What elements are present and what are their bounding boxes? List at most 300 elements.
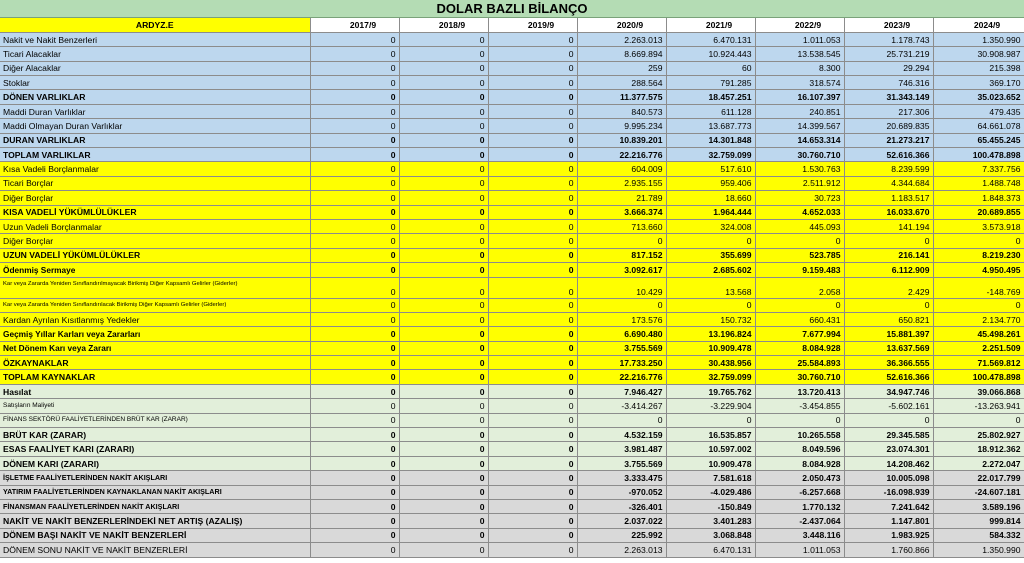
value-cell: 0: [488, 413, 577, 427]
value-cell: 14.208.462: [844, 456, 933, 470]
value-cell: 959.406: [666, 176, 755, 190]
value-cell: 10.909.478: [666, 456, 755, 470]
value-cell: 20.689.855: [933, 205, 1024, 219]
row-label: FİNANSMAN FAALİYETLERİNDEN NAKİT AKIŞLARI: [0, 500, 310, 514]
table-row: [0, 456, 1024, 470]
table-body: [0, 32, 1024, 557]
value-cell: 6.112.909: [844, 263, 933, 277]
value-cell: 0: [488, 263, 577, 277]
value-cell: 20.689.835: [844, 119, 933, 133]
value-cell: 0: [666, 413, 755, 427]
row-label: Satışların Maliyeti: [0, 399, 310, 413]
value-cell: 0: [488, 399, 577, 413]
value-cell: 445.093: [755, 219, 844, 233]
value-cell: 10.429: [577, 277, 666, 298]
value-cell: 0: [310, 191, 399, 205]
value-cell: 0: [399, 543, 488, 557]
value-cell: 0: [399, 384, 488, 398]
value-cell: 13.637.569: [844, 341, 933, 355]
value-cell: 6.470.131: [666, 32, 755, 46]
row-label: DÖNEM KARI (ZARARI): [0, 456, 310, 470]
value-cell: 0: [755, 234, 844, 248]
value-cell: 0: [399, 90, 488, 104]
row-label: Kısa Vadeli Borçlanmalar: [0, 162, 310, 176]
row-label: Nakit ve Nakit Benzerleri: [0, 32, 310, 46]
value-cell: 7.581.618: [666, 471, 755, 485]
value-cell: 0: [310, 263, 399, 277]
value-cell: 21.789: [577, 191, 666, 205]
value-cell: 141.194: [844, 219, 933, 233]
value-cell: 29.345.585: [844, 428, 933, 442]
value-cell: 2.263.013: [577, 32, 666, 46]
table-row: [0, 327, 1024, 341]
value-cell: 0: [310, 456, 399, 470]
value-cell: 14.653.314: [755, 133, 844, 147]
value-cell: 150.732: [666, 312, 755, 326]
value-cell: 3.755.569: [577, 341, 666, 355]
value-cell: 8.239.599: [844, 162, 933, 176]
value-cell: 19.765.762: [666, 384, 755, 398]
value-cell: 1.350.990: [933, 543, 1024, 557]
value-cell: 15.881.397: [844, 327, 933, 341]
value-cell: 0: [488, 32, 577, 46]
value-cell: 0: [310, 248, 399, 262]
value-cell: 16.535.857: [666, 428, 755, 442]
value-cell: 173.576: [577, 312, 666, 326]
value-cell: 7.337.756: [933, 162, 1024, 176]
value-cell: 604.009: [577, 162, 666, 176]
year-header: 2020/9: [577, 18, 666, 32]
row-label: DÖNEN VARLIKLAR: [0, 90, 310, 104]
row-label: Geçmiş Yıllar Karları veya Zararları: [0, 327, 310, 341]
value-cell: 0: [399, 219, 488, 233]
value-cell: 0: [844, 234, 933, 248]
value-cell: 8.669.894: [577, 47, 666, 61]
value-cell: 318.574: [755, 76, 844, 90]
value-cell: -5.602.161: [844, 399, 933, 413]
value-cell: 611.128: [666, 104, 755, 118]
table-row: [0, 76, 1024, 90]
table-row: [0, 298, 1024, 312]
row-label: TOPLAM KAYNAKLAR: [0, 370, 310, 384]
value-cell: 0: [310, 205, 399, 219]
value-cell: 52.616.366: [844, 148, 933, 162]
value-cell: 0: [310, 298, 399, 312]
value-cell: 0: [488, 514, 577, 528]
value-cell: 0: [488, 162, 577, 176]
value-cell: 0: [488, 234, 577, 248]
value-cell: 0: [488, 176, 577, 190]
value-cell: 0: [488, 543, 577, 557]
value-cell: 0: [310, 133, 399, 147]
row-label: Stoklar: [0, 76, 310, 90]
table-row: [0, 341, 1024, 355]
value-cell: 225.992: [577, 528, 666, 542]
value-cell: 18.912.362: [933, 442, 1024, 456]
value-cell: 0: [488, 298, 577, 312]
value-cell: 840.573: [577, 104, 666, 118]
value-cell: 1.770.132: [755, 500, 844, 514]
value-cell: 0: [310, 32, 399, 46]
value-cell: 217.306: [844, 104, 933, 118]
year-header: 2022/9: [755, 18, 844, 32]
value-cell: 0: [399, 277, 488, 298]
row-label: Ticari Borçlar: [0, 176, 310, 190]
value-cell: 0: [666, 234, 755, 248]
value-cell: 0: [488, 133, 577, 147]
value-cell: 0: [488, 500, 577, 514]
value-cell: 999.814: [933, 514, 1024, 528]
row-label: Maddi Duran Varlıklar: [0, 104, 310, 118]
row-label: UZUN VADELİ YÜKÜMLÜLÜKLER: [0, 248, 310, 262]
value-cell: 30.760.710: [755, 148, 844, 162]
value-cell: 0: [310, 90, 399, 104]
value-cell: 0: [488, 219, 577, 233]
value-cell: 0: [399, 399, 488, 413]
value-cell: 3.666.374: [577, 205, 666, 219]
value-cell: 18.660: [666, 191, 755, 205]
value-cell: 0: [399, 32, 488, 46]
value-cell: 0: [488, 356, 577, 370]
value-cell: 7.677.994: [755, 327, 844, 341]
value-cell: 0: [310, 327, 399, 341]
value-cell: 10.597.002: [666, 442, 755, 456]
table-row: [0, 90, 1024, 104]
value-cell: 0: [399, 356, 488, 370]
value-cell: 34.947.746: [844, 384, 933, 398]
row-label: Hasılat: [0, 384, 310, 398]
row-label: YATIRIM FAALİYETLERİNDEN KAYNAKLANAN NAKİT AKIŞLARI: [0, 485, 310, 499]
table-row: [0, 500, 1024, 514]
table-row: [0, 32, 1024, 46]
value-cell: 0: [399, 162, 488, 176]
value-cell: 0: [310, 528, 399, 542]
table-row: [0, 219, 1024, 233]
value-cell: 0: [399, 298, 488, 312]
value-cell: 4.344.684: [844, 176, 933, 190]
value-cell: -2.437.064: [755, 514, 844, 528]
value-cell: 25.584.893: [755, 356, 844, 370]
value-cell: 0: [310, 399, 399, 413]
value-cell: 1.011.053: [755, 543, 844, 557]
value-cell: 817.152: [577, 248, 666, 262]
value-cell: 3.448.116: [755, 528, 844, 542]
value-cell: 8.049.596: [755, 442, 844, 456]
value-cell: 71.569.812: [933, 356, 1024, 370]
value-cell: 0: [310, 162, 399, 176]
row-label: Uzun Vadeli Borçlanmalar: [0, 219, 310, 233]
value-cell: 16.107.397: [755, 90, 844, 104]
value-cell: 0: [399, 119, 488, 133]
value-cell: 0: [488, 76, 577, 90]
value-cell: 64.661.078: [933, 119, 1024, 133]
value-cell: 0: [488, 248, 577, 262]
value-cell: 22.017.799: [933, 471, 1024, 485]
value-cell: 3.755.569: [577, 456, 666, 470]
value-cell: 0: [399, 456, 488, 470]
value-cell: 0: [310, 312, 399, 326]
value-cell: -150.849: [666, 500, 755, 514]
year-header: 2023/9: [844, 18, 933, 32]
value-cell: 1.530.763: [755, 162, 844, 176]
value-cell: 0: [399, 104, 488, 118]
value-cell: 216.141: [844, 248, 933, 262]
table-row: [0, 205, 1024, 219]
value-cell: 0: [399, 341, 488, 355]
value-cell: 3.333.475: [577, 471, 666, 485]
value-cell: -148.769: [933, 277, 1024, 298]
value-cell: 517.610: [666, 162, 755, 176]
table-row: [0, 263, 1024, 277]
value-cell: 32.759.099: [666, 148, 755, 162]
value-cell: 0: [488, 191, 577, 205]
row-label: Net Dönem Karı veya Zararı: [0, 341, 310, 355]
value-cell: 60: [666, 61, 755, 75]
value-cell: 713.660: [577, 219, 666, 233]
value-cell: 0: [399, 176, 488, 190]
value-cell: 0: [577, 234, 666, 248]
value-cell: 0: [310, 428, 399, 442]
value-cell: 16.033.670: [844, 205, 933, 219]
value-cell: 4.652.033: [755, 205, 844, 219]
value-cell: 0: [755, 298, 844, 312]
table-row: [0, 148, 1024, 162]
value-cell: 0: [399, 500, 488, 514]
table-row: [0, 191, 1024, 205]
value-cell: 0: [488, 471, 577, 485]
value-cell: 0: [399, 312, 488, 326]
value-cell: 6.690.480: [577, 327, 666, 341]
value-cell: 2.272.047: [933, 456, 1024, 470]
value-cell: 30.908.987: [933, 47, 1024, 61]
table-row: [0, 384, 1024, 398]
value-cell: 0: [399, 248, 488, 262]
balance-table: [0, 18, 1024, 558]
value-cell: 0: [488, 119, 577, 133]
value-cell: 0: [310, 119, 399, 133]
value-cell: 2.037.022: [577, 514, 666, 528]
value-cell: 0: [399, 191, 488, 205]
row-label: Kar veya Zararda Yeniden Sınıflandırılacak Birikmiş Diğer Kapsamlı Gelirler (Giderler): [0, 298, 310, 312]
value-cell: 10.839.201: [577, 133, 666, 147]
value-cell: 52.616.366: [844, 370, 933, 384]
value-cell: 0: [310, 485, 399, 499]
value-cell: 0: [310, 442, 399, 456]
value-cell: 25.731.219: [844, 47, 933, 61]
value-cell: 23.074.301: [844, 442, 933, 456]
value-cell: -16.098.939: [844, 485, 933, 499]
table-row: [0, 442, 1024, 456]
value-cell: -3.454.855: [755, 399, 844, 413]
value-cell: 0: [488, 61, 577, 75]
row-label: ESAS FAALİYET KARI (ZARARI): [0, 442, 310, 456]
value-cell: 30.723: [755, 191, 844, 205]
value-cell: 584.332: [933, 528, 1024, 542]
year-header: 2024/9: [933, 18, 1024, 32]
value-cell: 0: [755, 413, 844, 427]
value-cell: 0: [310, 104, 399, 118]
value-cell: 1.983.925: [844, 528, 933, 542]
value-cell: 523.785: [755, 248, 844, 262]
value-cell: 100.478.898: [933, 370, 1024, 384]
value-cell: 479.435: [933, 104, 1024, 118]
row-label: ÖZKAYNAKLAR: [0, 356, 310, 370]
value-cell: 13.568: [666, 277, 755, 298]
value-cell: 39.066.868: [933, 384, 1024, 398]
value-cell: 7.946.427: [577, 384, 666, 398]
value-cell: 0: [399, 76, 488, 90]
row-label: İŞLETME FAALİYETLERİNDEN NAKİT AKIŞLARI: [0, 471, 310, 485]
row-label: Diğer Alacaklar: [0, 61, 310, 75]
value-cell: 1.147.801: [844, 514, 933, 528]
value-cell: 8.300: [755, 61, 844, 75]
row-label: Maddi Olmayan Duran Varlıklar: [0, 119, 310, 133]
value-cell: 0: [399, 47, 488, 61]
value-cell: 2.251.509: [933, 341, 1024, 355]
value-cell: 0: [488, 277, 577, 298]
value-cell: 2.050.473: [755, 471, 844, 485]
value-cell: 0: [488, 370, 577, 384]
value-cell: 32.759.099: [666, 370, 755, 384]
value-cell: 8.084.928: [755, 456, 844, 470]
value-cell: 0: [577, 413, 666, 427]
value-cell: 13.538.545: [755, 47, 844, 61]
value-cell: 0: [844, 413, 933, 427]
value-cell: 791.285: [666, 76, 755, 90]
value-cell: 1.183.517: [844, 191, 933, 205]
value-cell: 25.802.927: [933, 428, 1024, 442]
value-cell: 22.216.776: [577, 370, 666, 384]
value-cell: 0: [488, 456, 577, 470]
value-cell: 3.092.617: [577, 263, 666, 277]
row-label: Diğer Borçlar: [0, 191, 310, 205]
value-cell: 14.301.848: [666, 133, 755, 147]
table-row: [0, 277, 1024, 298]
value-cell: 0: [399, 61, 488, 75]
table-row: [0, 428, 1024, 442]
value-cell: 0: [399, 442, 488, 456]
value-cell: 14.399.567: [755, 119, 844, 133]
row-label: NAKİT VE NAKİT BENZERLERİNDEKİ NET ARTIŞ (AZALIŞ): [0, 514, 310, 528]
table-row: [0, 47, 1024, 61]
value-cell: 0: [577, 298, 666, 312]
row-label: DÖNEM SONU NAKİT VE NAKİT BENZERLERİ: [0, 543, 310, 557]
row-label: DÖNEM BAŞI NAKİT VE NAKİT BENZERLERİ: [0, 528, 310, 542]
table-row: [0, 543, 1024, 557]
value-cell: 215.398: [933, 61, 1024, 75]
value-cell: 355.699: [666, 248, 755, 262]
table-row: [0, 234, 1024, 248]
value-cell: 0: [310, 543, 399, 557]
value-cell: 2.134.770: [933, 312, 1024, 326]
value-cell: 0: [310, 514, 399, 528]
value-cell: 100.478.898: [933, 148, 1024, 162]
value-cell: 0: [399, 327, 488, 341]
row-label: BRÜT KAR (ZARAR): [0, 428, 310, 442]
value-cell: 0: [310, 370, 399, 384]
value-cell: 1.488.748: [933, 176, 1024, 190]
value-cell: 650.821: [844, 312, 933, 326]
table-row: [0, 248, 1024, 262]
value-cell: 0: [488, 384, 577, 398]
value-cell: 0: [310, 148, 399, 162]
value-cell: 0: [399, 234, 488, 248]
value-cell: 0: [933, 234, 1024, 248]
row-label: TOPLAM VARLIKLAR: [0, 148, 310, 162]
value-cell: 288.564: [577, 76, 666, 90]
value-cell: 35.023.652: [933, 90, 1024, 104]
value-cell: 13.687.773: [666, 119, 755, 133]
value-cell: 8.084.928: [755, 341, 844, 355]
row-label: DURAN VARLIKLAR: [0, 133, 310, 147]
value-cell: 3.589.196: [933, 500, 1024, 514]
value-cell: -13.263.941: [933, 399, 1024, 413]
table-row: [0, 312, 1024, 326]
value-cell: 324.008: [666, 219, 755, 233]
value-cell: 1.011.053: [755, 32, 844, 46]
value-cell: 2.263.013: [577, 543, 666, 557]
table-row: [0, 413, 1024, 427]
value-cell: 0: [933, 413, 1024, 427]
value-cell: 0: [310, 384, 399, 398]
value-cell: 3.981.487: [577, 442, 666, 456]
value-cell: 0: [399, 148, 488, 162]
value-cell: 0: [399, 263, 488, 277]
value-cell: 0: [310, 356, 399, 370]
sheet-title: DOLAR BAZLI BİLANÇO: [0, 0, 1024, 18]
value-cell: 17.733.250: [577, 356, 666, 370]
value-cell: 0: [310, 76, 399, 90]
value-cell: 10.265.558: [755, 428, 844, 442]
year-header: 2018/9: [399, 18, 488, 32]
value-cell: 0: [488, 528, 577, 542]
value-cell: 9.159.483: [755, 263, 844, 277]
year-header: 2019/9: [488, 18, 577, 32]
value-cell: 240.851: [755, 104, 844, 118]
table-row: [0, 471, 1024, 485]
value-cell: 0: [399, 471, 488, 485]
value-cell: -3.229.904: [666, 399, 755, 413]
table-row: [0, 514, 1024, 528]
value-cell: 0: [488, 312, 577, 326]
value-cell: 0: [488, 442, 577, 456]
value-cell: 31.343.149: [844, 90, 933, 104]
row-label: FİNANS SEKTÖRÜ FAALİYETLERİNDEN BRÜT KAR (ZARAR): [0, 413, 310, 427]
value-cell: 0: [310, 413, 399, 427]
value-cell: 0: [310, 471, 399, 485]
value-cell: 0: [399, 370, 488, 384]
company-header: ARDYZ.E: [0, 18, 310, 32]
value-cell: 2.685.602: [666, 263, 755, 277]
value-cell: -6.257.668: [755, 485, 844, 499]
value-cell: 22.216.776: [577, 148, 666, 162]
value-cell: 0: [310, 47, 399, 61]
value-cell: 2.935.155: [577, 176, 666, 190]
value-cell: 30.760.710: [755, 370, 844, 384]
value-cell: 259: [577, 61, 666, 75]
value-cell: 4.950.495: [933, 263, 1024, 277]
value-cell: 2.511.912: [755, 176, 844, 190]
value-cell: 4.532.159: [577, 428, 666, 442]
value-cell: 0: [399, 133, 488, 147]
value-cell: 2.429: [844, 277, 933, 298]
value-cell: 6.470.131: [666, 543, 755, 557]
row-label: Ticari Alacaklar: [0, 47, 310, 61]
table-row: [0, 133, 1024, 147]
value-cell: 1.964.444: [666, 205, 755, 219]
value-cell: 7.241.642: [844, 500, 933, 514]
value-cell: 0: [310, 176, 399, 190]
